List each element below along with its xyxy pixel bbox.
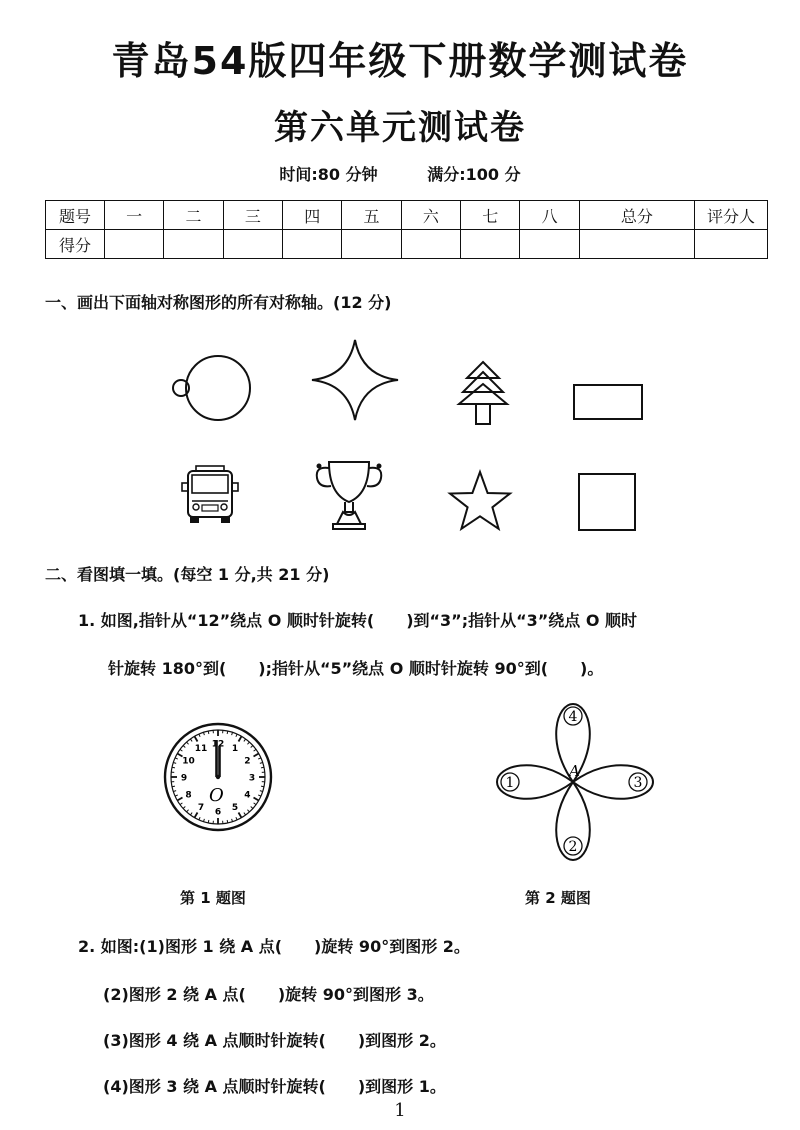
clock-figure: [163, 722, 273, 832]
petal-label: 1: [505, 775, 515, 791]
clock-tick: [175, 758, 178, 759]
clock-tick: [195, 813, 198, 818]
score-cell: 六: [401, 201, 460, 230]
clock-tick: [236, 734, 237, 737]
score-cell: 七: [461, 201, 520, 230]
clock-tick: [236, 817, 237, 820]
clock-tick: [199, 817, 200, 820]
score-cell: 三: [223, 201, 282, 230]
clock-tick: [203, 819, 204, 822]
question2-line4: (4)图形 3 绕 A 点顺时针旋转( )到图形 1。: [103, 1077, 446, 1096]
clock-tick: [260, 791, 263, 792]
clock-tick: [261, 786, 264, 787]
clock-tick: [199, 734, 200, 737]
petal-label: 3: [633, 775, 643, 791]
clock-tick: [183, 746, 185, 748]
score-table: [45, 200, 768, 259]
score-cell: 题号: [46, 201, 105, 230]
score-cell: 总分: [579, 201, 694, 230]
petal-label: 4: [568, 709, 578, 725]
clock-tick: [251, 806, 253, 808]
clock-number: 7: [197, 802, 205, 813]
rectangle-figure: [572, 383, 644, 423]
score-input-cell[interactable]: [223, 230, 282, 259]
section1-heading: 一、画出下面轴对称图形的所有对称轴。(12 分): [45, 293, 392, 312]
clock-tick: [244, 813, 246, 815]
score-input-cell[interactable]: [520, 230, 579, 259]
clock-tick: [173, 762, 176, 763]
score-cell: 四: [283, 201, 342, 230]
score-input-cell[interactable]: [105, 230, 164, 259]
clock-tick: [177, 798, 182, 801]
figure1-caption: 第 1 题图: [180, 889, 246, 907]
clock-tick: [247, 810, 249, 812]
clock-tick: [203, 732, 204, 735]
trophy-figure: [313, 458, 385, 532]
question1-line1: 1. 如图,指针从“12”绕点 O 顺时针旋转( )到“3”;指针从“3”绕点 O 顺时: [78, 611, 637, 630]
unit-subtitle: 第六单元测试卷: [274, 108, 526, 148]
page-number: 1: [394, 1100, 406, 1121]
exam-title: 青岛54版四年级下册数学测试卷: [111, 39, 689, 83]
clock-tick: [187, 742, 189, 744]
score-input-cell[interactable]: [461, 230, 520, 259]
petal-label: 2: [568, 839, 578, 855]
circle-with-small-circle-figure: [170, 355, 260, 425]
clock-tick: [260, 762, 263, 763]
exam-info: [0, 162, 800, 185]
clock-number: 10: [182, 756, 195, 767]
clock-tick: [173, 791, 176, 792]
clock-tick: [254, 798, 259, 801]
bus-figure: [180, 465, 240, 525]
clock-tick: [190, 813, 192, 815]
clock-number: 9: [180, 773, 188, 784]
petal-figure: [495, 702, 655, 862]
question2-line3: (3)图形 4 绕 A 点顺时针旋转( )到图形 2。: [103, 1031, 446, 1050]
clock-number: 11: [194, 744, 208, 755]
tree-figure: [455, 360, 511, 426]
four-point-star-figure: [310, 338, 400, 422]
score-cell: 得分: [46, 230, 105, 259]
clock-number: 8: [185, 790, 192, 801]
clock-tick: [183, 806, 185, 808]
clock-tick: [180, 749, 182, 751]
clock-tick: [239, 813, 242, 818]
full-score: 满分:100 分: [427, 165, 521, 184]
score-input-cell[interactable]: [342, 230, 401, 259]
clock-tick: [261, 767, 264, 768]
score-input-cell[interactable]: [401, 230, 460, 259]
score-table-header-row: [46, 201, 768, 230]
clock-center-label: O: [209, 785, 224, 806]
question2-line2: (2)图形 2 绕 A 点( )旋转 90°到图形 3。: [103, 985, 434, 1004]
score-input-cell[interactable]: [695, 230, 768, 259]
clock-tick: [251, 746, 253, 748]
clock-number: 2: [244, 756, 251, 767]
clock-tick: [175, 795, 178, 796]
clock-tick: [172, 767, 175, 768]
clock-tick: [208, 731, 209, 734]
section2-heading: 二、看图填一填。(每空 1 分,共 21 分): [45, 565, 330, 584]
clock-number: 4: [244, 790, 251, 801]
clock-number: 3: [248, 773, 256, 784]
clock-tick: [254, 754, 259, 757]
clock-tick: [244, 739, 246, 741]
clock-tick: [254, 803, 256, 805]
score-cell: 评分人: [695, 201, 768, 230]
score-cell: 五: [342, 201, 401, 230]
clock-tick: [239, 736, 242, 741]
clock-tick: [190, 739, 192, 741]
question1-line2: 针旋转 180°到( );指针从“5”绕点 O 顺时针旋转 90°到( )。: [108, 659, 604, 678]
clock-tick: [180, 803, 182, 805]
score-table-score-row: [46, 230, 768, 259]
clock-tick: [232, 732, 233, 735]
clock-tick: [254, 749, 256, 751]
square-figure: [577, 472, 637, 532]
score-input-cell[interactable]: [579, 230, 694, 259]
clock-tick: [208, 820, 209, 823]
clock-number: 1: [231, 744, 239, 755]
question2-line1: 2. 如图:(1)图形 1 绕 A 点( )旋转 90°到图形 2。: [78, 937, 470, 956]
clock-tick: [227, 731, 228, 734]
clock-tick: [227, 820, 228, 823]
score-cell: 一: [105, 201, 164, 230]
score-cell: 二: [164, 201, 223, 230]
score-input-cell[interactable]: [164, 230, 223, 259]
clock-tick: [195, 736, 198, 741]
clock-tick: [187, 810, 189, 812]
clock-number: 12: [211, 739, 225, 750]
five-point-star-figure: [448, 470, 512, 532]
score-cell: 八: [520, 201, 579, 230]
clock-tick: [258, 758, 261, 759]
clock-tick: [172, 786, 175, 787]
clock-tick: [247, 742, 249, 744]
score-input-cell[interactable]: [283, 230, 342, 259]
clock-tick: [232, 819, 233, 822]
clock-tick: [258, 795, 261, 796]
clock-number: 5: [231, 802, 239, 813]
time-limit: 时间:80 分钟: [279, 165, 378, 184]
clock-number: 6: [214, 807, 222, 818]
petal-center-label: A: [569, 762, 580, 780]
figure2-caption: 第 2 题图: [525, 889, 591, 907]
